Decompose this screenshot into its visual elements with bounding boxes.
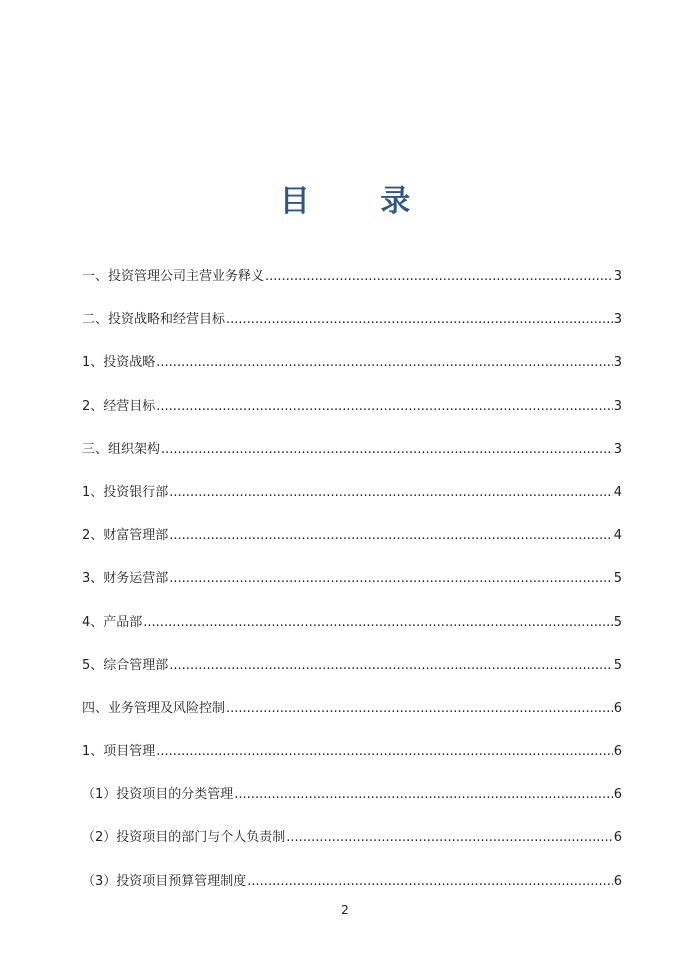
toc-dot-leader <box>286 827 612 849</box>
toc-entry-page: 6 <box>613 873 622 889</box>
toc-entry-text: 2、财富管理部 <box>82 528 169 544</box>
page-number: 2 <box>341 903 349 917</box>
toc-dot-leader <box>226 698 613 720</box>
toc-entry-text: 1、项目管理 <box>82 744 156 760</box>
toc-entry-text: 5、综合管理部 <box>82 657 169 673</box>
toc-dot-leader <box>169 482 612 504</box>
toc-entry-page: 6 <box>613 700 622 716</box>
toc-dot-leader <box>234 784 612 806</box>
toc-entry[interactable] <box>82 266 622 309</box>
toc-entry[interactable] <box>82 352 622 395</box>
toc-dot-leader <box>169 568 612 590</box>
toc-entry[interactable] <box>82 741 622 784</box>
toc-title: 目 录 <box>279 184 441 219</box>
toc-entry[interactable] <box>82 698 622 741</box>
toc-dot-leader <box>169 525 612 547</box>
toc-entry-page: 4 <box>613 484 622 500</box>
toc-entry-text: 4、产品部 <box>82 614 143 630</box>
toc-entry-text: （2）投资项目的部门与个人负责制 <box>82 830 286 846</box>
toc-dot-leader <box>247 871 612 893</box>
toc-entry-text: 二、投资战略和经营目标 <box>82 312 226 328</box>
toc-dot-leader <box>161 439 613 461</box>
toc-entry-text: 2、经营目标 <box>82 398 156 414</box>
toc-dot-leader <box>143 612 612 634</box>
toc-entry-page: 5 <box>613 571 622 587</box>
toc-entry-page: 6 <box>613 830 622 846</box>
toc-entry-text: （1）投资项目的分类管理 <box>82 787 234 803</box>
toc-entry-text: 三、组织架构 <box>82 441 161 457</box>
toc-entry[interactable] <box>82 396 622 439</box>
toc-entry-page: 3 <box>613 398 622 414</box>
toc-entry[interactable] <box>82 309 622 352</box>
toc-entry-text: 一、投资管理公司主营业务释义 <box>82 269 265 284</box>
toc-entry[interactable] <box>82 827 622 870</box>
toc-dot-leader <box>156 352 612 374</box>
toc-entry-text: 3、财务运营部 <box>82 571 169 587</box>
toc-dot-leader <box>169 655 612 677</box>
toc-entry-page: 3 <box>613 312 622 328</box>
toc-dot-leader <box>226 309 613 331</box>
toc-entry[interactable] <box>82 482 622 525</box>
toc-dot-leader <box>156 741 612 763</box>
toc-entry[interactable] <box>82 568 622 611</box>
toc-entry-text: 1、投资战略 <box>82 355 156 371</box>
toc-entry[interactable] <box>82 439 622 482</box>
toc-entry-page: 3 <box>613 441 622 457</box>
toc-entry[interactable] <box>82 655 622 698</box>
table-of-contents <box>82 266 622 914</box>
toc-entry-page: 3 <box>613 269 622 284</box>
toc-entry[interactable] <box>82 612 622 655</box>
toc-entry-page: 3 <box>613 355 622 371</box>
toc-dot-leader <box>156 396 612 418</box>
toc-entry-text: （3）投资项目预算管理制度 <box>82 873 247 889</box>
toc-entry-text: 四、业务管理及风险控制 <box>82 700 226 716</box>
toc-entry-page: 5 <box>613 657 622 673</box>
toc-entry-page: 6 <box>613 744 622 760</box>
toc-entry-text: 1、投资银行部 <box>82 484 169 500</box>
toc-entry-page: 6 <box>613 787 622 803</box>
toc-entry-page: 5 <box>613 614 622 630</box>
toc-entry[interactable] <box>82 784 622 827</box>
toc-entry-page: 4 <box>613 528 622 544</box>
toc-dot-leader <box>265 266 613 288</box>
toc-entry[interactable] <box>82 525 622 568</box>
